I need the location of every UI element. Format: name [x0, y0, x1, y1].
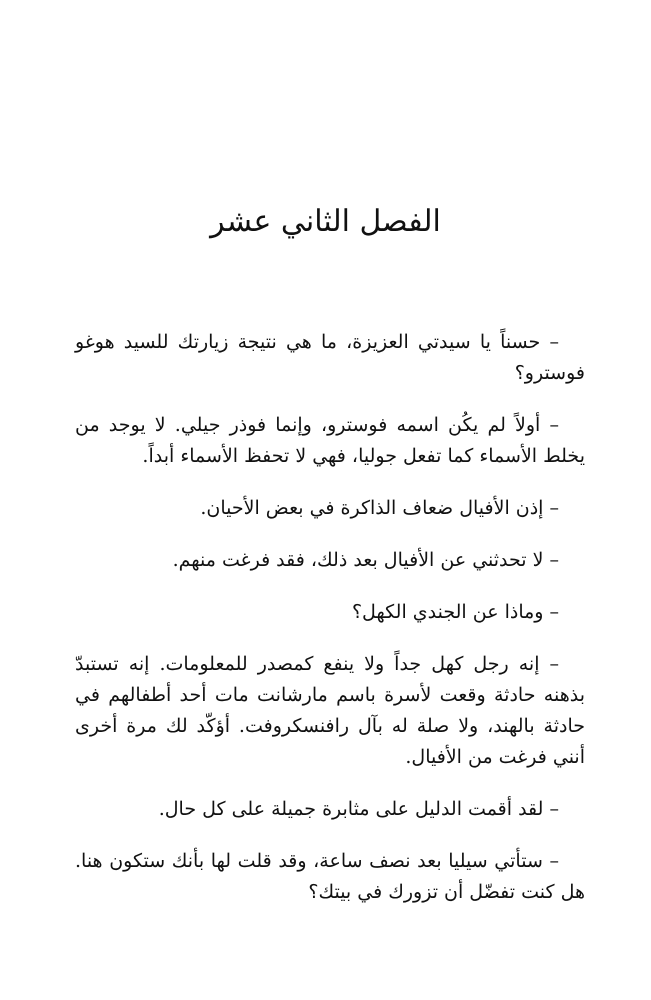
paragraph: – حسناً يا سيدتي العزيزة، ما هي نتيجة زيارتك للسيد هوغو فوسترو؟: [75, 331, 585, 384]
paragraph: – أولاً لم يكُن اسمه فوسترو، وإنما فوذر جيلي. لا يوجد من يخلط الأسماء كما تفعل جوليا، فهي لا تحفظ الأسماء أبداً.: [75, 414, 585, 467]
paragraph: – إنه رجل كهل جداً ولا ينفع كمصدر للمعلومات. إنه تستبدّ بذهنه حادثة وقعت لأسرة باسم مارشانت مات أحد أطفالهم في حادثة بالهند، ولا صلة له بآل رافنسكروفت. أؤكّد لك مرة أخرى أنني فرغت من الأفيال.: [75, 653, 585, 768]
paragraph: – لقد أقمت الدليل على مثابرة جميلة على كل حال.: [158, 798, 559, 820]
chapter-title: الفصل الثاني عشر: [210, 204, 441, 239]
paragraph: – ستأتي سيليا بعد نصف ساعة، وقد قلت لها بأنك ستكون هنا. هل كنت تفضّل أن تزورك في بيتك؟: [75, 850, 585, 903]
chapter-body: [75, 327, 585, 929]
paragraph: – لا تحدثني عن الأفيال بعد ذلك، فقد فرغت منهم.: [172, 549, 559, 571]
paragraph: – إذن الأفيال ضعاف الذاكرة في بعض الأحيان.: [200, 497, 559, 519]
paragraph: – وماذا عن الجندي الكهل؟: [351, 601, 559, 623]
